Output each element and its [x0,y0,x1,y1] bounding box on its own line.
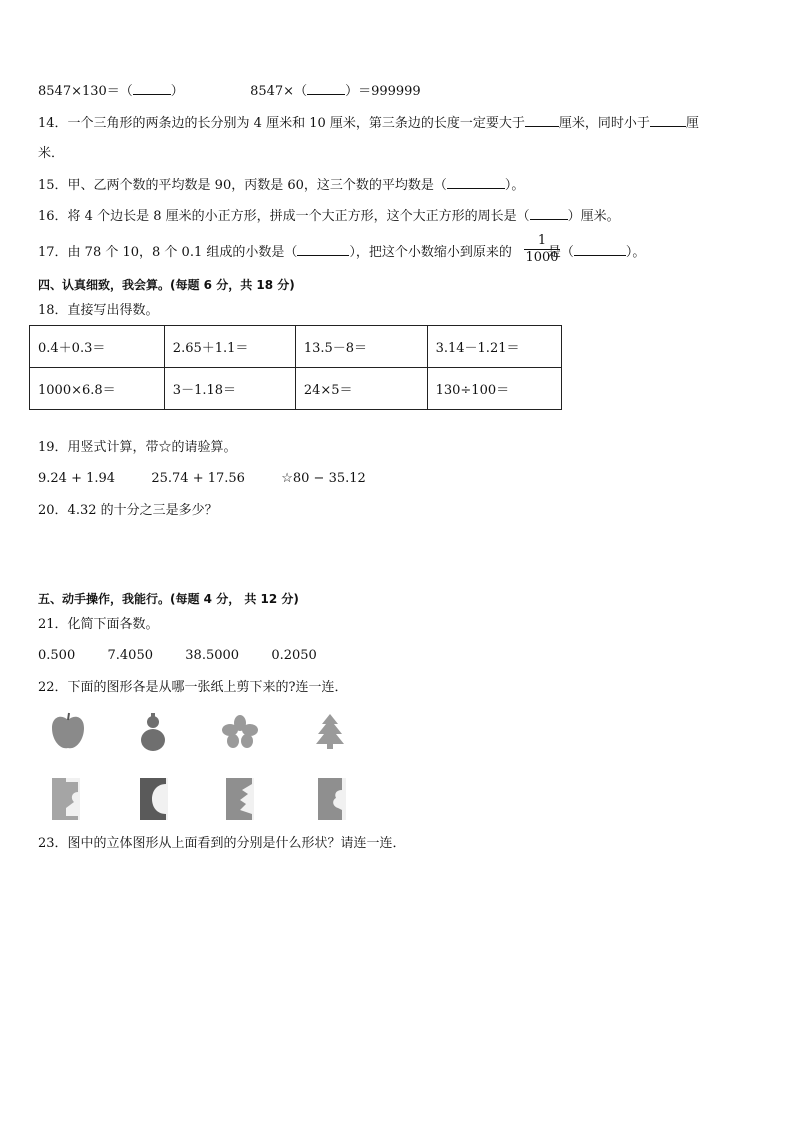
q18-cell[interactable]: 0.4＋0.3＝ [30,326,165,368]
q22-text: 22．下面的图形各是从哪一张纸上剪下来的?连一连． [38,680,348,695]
table-row [30,326,562,368]
q18-cell[interactable]: 2.65＋1.1＝ [164,326,295,368]
paper-sheet-4[interactable] [318,778,346,820]
fraction-numerator: 1 [537,233,547,248]
q17-end: ）。 [625,245,646,260]
q14-text3: 厘 [685,116,699,131]
q21-item: 38.5000 [185,648,240,663]
q19-text: 19．用竖式计算，带☆的请验算。 [38,440,237,455]
q14-line [38,114,699,133]
q13-a: 8547×130＝（ [38,84,133,99]
q13-a-blank[interactable] [133,82,171,95]
q21-item: 0.500 [38,648,76,663]
q17-text1: 17．由 78 个 10，8 个 0.1 组成的小数是（ [38,245,298,260]
q16-line [38,207,620,226]
q21-items [38,647,317,665]
q19-items [38,470,366,488]
q18-cell[interactable]: 1000×6.8＝ [30,368,165,410]
q17-fraction [524,234,560,265]
q17-blank-2[interactable] [574,243,626,256]
q18-cell[interactable]: 13.5－8＝ [295,326,427,368]
apple-cutout-icon[interactable] [50,712,86,752]
q17-text2: ），把这个小数缩小到原来的 [349,245,512,260]
q16-blank[interactable] [530,207,568,220]
q18-table [29,325,562,410]
section5-title: 五、动手操作，我能行。(每题 4 分， 共 12 分) [38,592,299,606]
q14-blank-2[interactable] [650,114,686,127]
q13-b-end: ）＝999999 [345,84,421,99]
q16-end: ）厘米。 [567,209,620,224]
q20-text: 20．4.32 的十分之三是多少？ [38,503,218,518]
q15-blank[interactable] [447,176,505,189]
q14-text2: 厘米，同时小于 [558,116,650,131]
section4-title: 四、认真细致，我会算。(每题 6 分，共 18 分) [38,278,295,292]
q13-b-blank[interactable] [307,82,345,95]
paper-sheet-1[interactable] [52,778,80,820]
flower-cutout-icon[interactable] [222,714,258,748]
q14-blank-1[interactable] [525,114,559,127]
q15-end: ）。 [504,178,525,193]
q19-item: 9.24 + 1.94 [38,471,116,486]
tree-cutout-icon[interactable] [314,712,346,750]
table-row [30,368,562,410]
q21-text: 21．化简下面各数。 [38,617,159,632]
q18-text: 18．直接写出得数。 [38,303,159,318]
q18-cell[interactable]: 3.14－1.21＝ [427,326,561,368]
q15-text: 15．甲、乙两个数的平均数是 90，丙数是 60，这三个数的平均数是（ [38,178,447,193]
fraction-denominator: 1000 [525,250,559,265]
q14-line2: 米． [38,146,65,161]
q18-cell[interactable]: 3－1.18＝ [164,368,295,410]
q13-b: 8547×（ [250,84,308,99]
q13-a-end: ） [170,84,184,99]
q19-item: ☆80 − 35.12 [281,471,366,486]
q19-item: 25.74 + 17.56 [151,471,245,486]
q23-text: 23．图中的立体图形从上面看到的分别是什么形状？请连一连． [38,836,406,851]
paper-sheet-2[interactable] [140,778,168,820]
q13-line [38,82,421,101]
q21-item: 7.4050 [107,648,153,663]
q21-item: 0.2050 [271,648,317,663]
paper-sheet-3[interactable] [226,778,254,820]
q15-line [38,176,524,195]
q18-cell[interactable]: 130÷100＝ [427,368,561,410]
q14-text1: 14．一个三角形的两条边的长分别为 4 厘米和 10 厘米，第三条边的长度一定要大于 [38,116,525,131]
q18-cell[interactable]: 24×5＝ [295,368,427,410]
q17-blank-1[interactable] [297,243,349,256]
q17-text3: 是（ [547,245,574,260]
gourd-cutout-icon[interactable] [138,712,168,752]
q16-text: 16．将 4 个边长是 8 厘米的小正方形，拼成一个大正方形，这个大正方形的周长是（ [38,209,530,224]
